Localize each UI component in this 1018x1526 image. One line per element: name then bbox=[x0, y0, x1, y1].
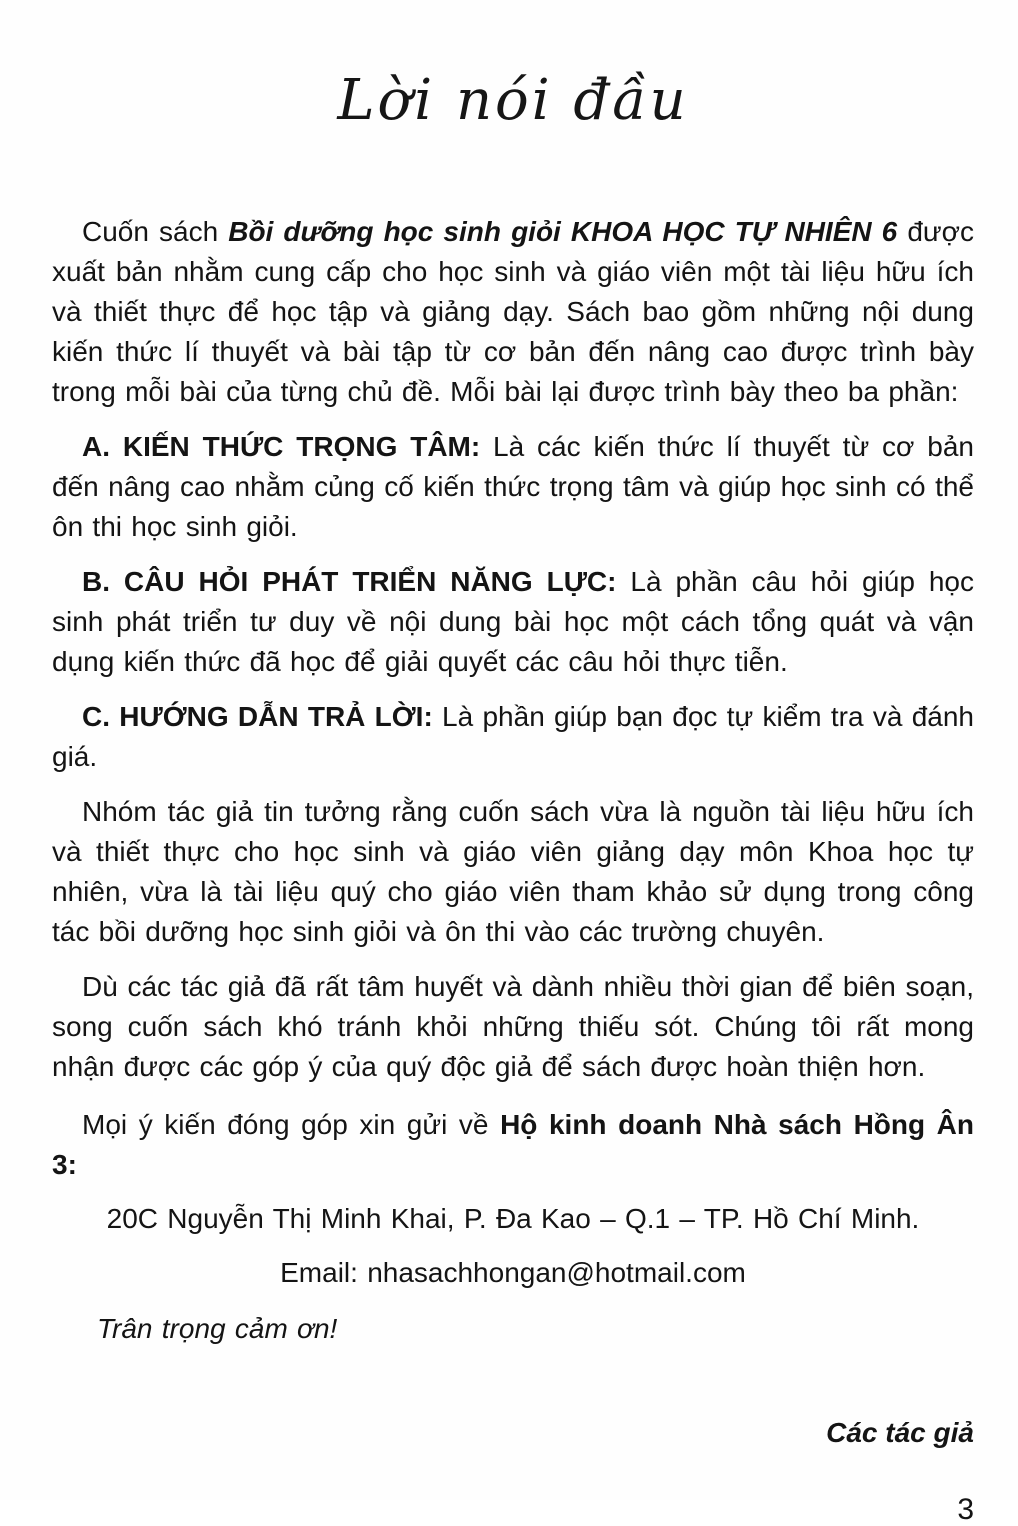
section-a-text: Là các kiến thức lí thuyết từ cơ bản đến nâng cao nhằm củng cố kiến thức trọng tâm và giúp học sinh có thể ôn thi học sinh giỏi. bbox=[52, 431, 974, 543]
publisher-name: Hộ kinh doanh Nhà sách Hồng Ân 3: bbox=[52, 1109, 975, 1181]
paragraph-feedback bbox=[52, 1105, 974, 1185]
page-title: Lời nói đầu bbox=[337, 68, 689, 133]
section-b-text: Là phần câu hỏi giúp học sinh phát triển tư duy về nội dung bài học một cách tổng quát và vận dụng kiến thức đã học để giải quyết các câu hỏi thực tiễn. bbox=[52, 566, 975, 678]
intro-lead-text: Cuốn sách bbox=[82, 216, 229, 248]
book-title-text: Bồi dưỡng học sinh giỏi KHOA HỌC TỰ NHIÊN 6 bbox=[228, 216, 898, 248]
paragraph-apology: Dù các tác giả đã rất tâm huyết và dành nhiều thời gian để biên soạn, song cuốn sách khó tránh khỏi những thiếu sót. Chúng tôi rất mong nhận được các góp ý của quý độc giả để sách được hoàn thiện hơn. bbox=[52, 971, 974, 1083]
paragraph-intro bbox=[52, 212, 974, 412]
publisher-email: Email: nhasachhongan@hotmail.com bbox=[280, 1257, 746, 1289]
section-c-heading: C. HƯỚNG DẪN TRẢ LỜI: bbox=[82, 701, 433, 733]
section-c-text: Là phần giúp bạn đọc tự kiểm tra và đánh giá. bbox=[52, 701, 975, 773]
section-c bbox=[52, 697, 974, 777]
section-a bbox=[52, 427, 974, 547]
page-number: 3 bbox=[957, 1493, 974, 1526]
section-a-heading: A. KIẾN THỨC TRỌNG TÂM: bbox=[82, 431, 481, 463]
section-b bbox=[52, 562, 974, 682]
paragraph-trust: Nhóm tác giả tin tưởng rằng cuốn sách vừa là nguồn tài liệu hữu ích và thiết thực cho học sinh và giáo viên giảng dạy môn Khoa học tự nhiên, vừa là tài liệu quý cho giáo viên tham khảo sử dụng trong công tác bồi dưỡng học sinh giỏi và ôn thi vào các trường chuyên. bbox=[52, 796, 974, 948]
authors-signature: Các tác giả bbox=[826, 1417, 974, 1449]
thanks-line: Trân trọng cảm ơn! bbox=[97, 1313, 338, 1345]
feedback-lead-text: Mọi ý kiến đóng góp xin gửi về bbox=[82, 1109, 501, 1141]
intro-rest-text: được xuất bản nhằm cung cấp cho học sinh và giáo viên một tài liệu hữu ích và thiết thực để học tập và giảng dạy. Sách bao gồm những nội dung kiến thức lí thuyết và bài tập từ cơ bản đến nâng cao được trình bày trong mỗi bài của từng chủ đề. Mỗi bài lại được trình bày theo ba phần: bbox=[52, 216, 974, 408]
section-b-heading: B. CÂU HỎI PHÁT TRIỂN NĂNG LỰC: bbox=[82, 566, 617, 598]
publisher-address: 20C Nguyễn Thị Minh Khai, P. Đa Kao – Q.1 – TP. Hồ Chí Minh. bbox=[106, 1203, 920, 1235]
